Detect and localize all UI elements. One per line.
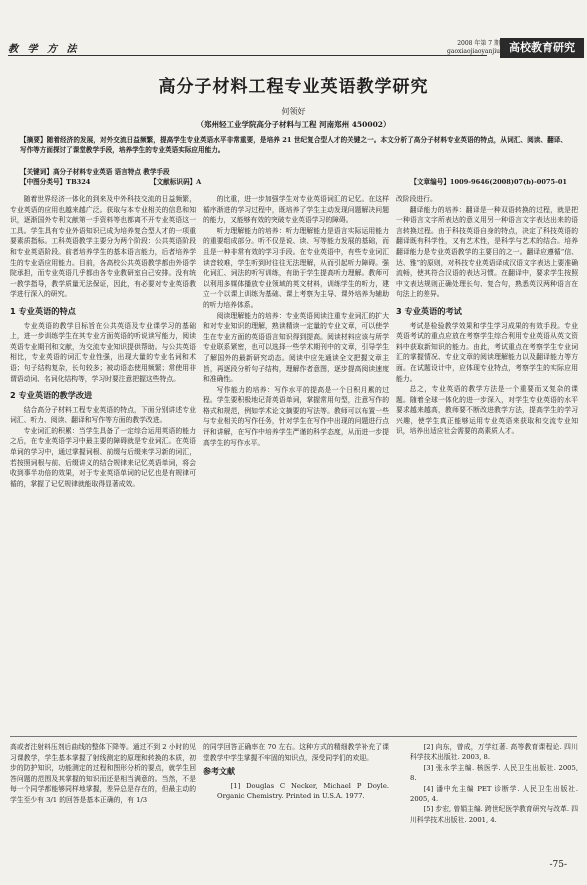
article-divider	[10, 736, 577, 737]
references-title: 参考文献	[203, 767, 235, 777]
section-heading-1: 1 专业英语的特点	[10, 305, 76, 316]
paragraph: 结合高分子材料工程专业英语的特点，下面分别讲述专业词汇、听力、阅读、翻译和写作等方面的教学改进。	[10, 405, 196, 425]
issue-label: 2008 年第 7 期	[457, 40, 500, 47]
paragraph: 写作能力的培养：写作水平的提高是一个日积月累的过程。学生要积极地记背英语单词，掌握常用句型，注意写作的格式和规范，例如学术论文摘要的写法等。教师可以布置一些与专业相关的写作任务，针对学生在写作中出现的问题进行点评和讲解，在写作中培养学生严谨的科学态度，从而进一步提高学生的写作水平。	[203, 385, 389, 447]
section-heading-2: 2 专业英语的教学改进	[10, 390, 93, 401]
page-number: -75-	[549, 860, 567, 870]
column-middle	[203, 194, 389, 448]
bottom-column-left	[10, 742, 196, 806]
abstract: 【摘要】随着经济的发展，对外交流日益频繁，提高学生专业英语水平非常重要，是培养 21 世纪复合型人才的关键之一。本文分析了高分子材料专业英语的特点，从词汇、阅读、翻译、写作等方面探讨了课堂教学手段，培养学生的专业英语实际应用能力。	[20, 136, 567, 154]
paragraph: 的比重，进一步加强学生对专业英语词汇的记忆。在这样循序渐进的学习过程中，既培养了学生主动发现问题解决问题的能力，又能够有效的突破专业英语学习的障碍。	[203, 195, 389, 225]
article-affiliation: （郑州轻工业学院高分子材料与工程 河南郑州 450002）	[196, 120, 391, 129]
section-heading-3: 3 专业英语的考试	[396, 305, 462, 316]
document-code: 【文献标识码】A	[150, 178, 202, 186]
paragraph: 高或者注射料压剂后曲线的整体下降等。通过不到 2 小时的见习课教学，学生基本掌握了射线测定的原理和转换的本质，初步的防护知识，功能测定的过程和图形分析的要点，就学生回答问题的范围及其掌握的知识而还是相当满意的。当然，不是每一个同学都能够同样地掌握，差异总是存在的，但最主动的学生至少有 3/1 的回答是基本正确的，有 1/3	[10, 743, 196, 804]
paragraph: 专业英语的教学目标旨在公共英语及专业课学习的基础上，进一步训练学生在其专业方面英语的听说读写能力，阅读英语专业期刊和文献，为交流专业知识提供帮助。与公共英语相比，专业英语的词汇专业性强，出现大量的专业名词和术语；句子结构复杂，长句较多；被动语态使用频繁；常使用非谓语动词、名词化结构等，学习时要注意把握这些特点。	[10, 321, 196, 383]
reference-item: [1] Douglas C Necker, Michael P Doyle. Organic Chemistry. Printed in U.S.A. 1977.	[217, 781, 389, 801]
keywords: 【关键词】高分子材料专业英语 语言特点 教学手段	[20, 168, 170, 176]
column-right	[396, 194, 578, 437]
reference-item: [2] 向东，曾成，万学红著. 高等教育课程论. 四川科学技术出版社. 2003, 8.	[410, 743, 578, 762]
journal-pinyin: gaoxiaojiaoyanjiu	[447, 48, 500, 55]
section-label: 教 学 方 法	[8, 44, 80, 55]
column-left	[10, 194, 196, 489]
reference-item: [4] 潘中允主编 PET 诊断学. 人民卫生出版社. 2005, 4.	[410, 784, 578, 804]
article-author: 何领好	[281, 107, 306, 116]
journal-name: 高校教育研究	[500, 38, 584, 58]
paragraph: 改阶段进行。	[396, 195, 437, 203]
paragraph: 翻译能力的培养：翻译是一种双语转换的过程，就是把一种语言文字所表达的意义用另一种语言文字表达出来的语言转换过程。由于科技英语自身的特点，决定了科技英语的翻译既有科学性，又有艺术性，是科学与艺术的结合。培养翻译能力是专业英语教学的主要目的之一。翻译应遵循“信、达、雅”的原则，对科技专业英语译成汉语文字表达上要准确流畅，使其符合汉语的表达习惯。在翻译中，要求学生按照中文表达规则正确处理长句、复合句，熟悉英汉两种语言在句法上的差异。	[396, 205, 578, 299]
issue-info	[430, 40, 500, 56]
paragraph: 专业词汇的积累：当学生具备了一定综合运用英语的能力之后，在专业英语学习中最主要的障碍就是专业词汇。在英语单词的学习中，通过掌握词根、前缀与后缀来学习新的词汇，若按照词根与前、后缀讲义的结合规律来记忆英语单词，将会收到事半功倍的效果，对于专业英语单词的记忆也是有规律可循的，掌握了记忆规律就能取得显著成效。	[10, 426, 196, 488]
article-number: 【文章编号】1009-9646(2008)07(b)-0075-01	[410, 178, 567, 186]
paragraph: 听力理解能力的培养：听力理解能力是语言实际运用能力的重要组成部分。听不仅是说、读、写等能力发展的基础，而且是一种非常有效的学习手段。在专业英语中，有些专业词汇读音较难，学生听到时往往无法理解，从而引起听力障碍。强化词汇、词法的听写训练，有助于学生提高听力理解。教师可以利用多媒体播放专业领域的英文材料，训练学生的听力，建立一个以课上训练为基础、课上考察为主导、课外培养为辅助的听力培养体系。	[203, 226, 389, 309]
bottom-column-middle	[203, 742, 389, 802]
bottom-column-right	[396, 742, 578, 825]
article-title: 高分子材料工程专业英语教学研究	[158, 77, 429, 97]
reference-item: [5] 步宏, 曾娟主编. 跨世纪医学教育研究与改革. 四川科学技术出版社. 2001, 4.	[410, 805, 578, 824]
intro-paragraph: 随着世界经济一体化的到来及中外科技交流的日益频繁，专业英语的应用也越来越广泛。获取与本专业相关的信息和知识，逐渐国外专利文献第一手资料等也都离不开专业英语这一工具。学生具有专业外语知识已成为培养复合型人才的一项重要素质指标。工科英语教学主要分为两个阶段：公共英语阶段和专业英语阶段。前者培养学生的基本语言能力，后者培养学生的专业语应用能力。目前，各高校公共英语教学都由外语学院承担，而专业英语几乎都由各专业教研室自己安排。没有统一教学指导，教学质量无法保证，因此，有必要对专业英语教学进行深入的研究。	[10, 195, 196, 299]
clc-number: 【中图分类号】TB324	[20, 178, 91, 186]
paragraph: 总之，专业英语的教学方法是一个重要而又复杂的课题。随着全球一体化的进一步深入，对学生专业英语的水平要求越来越高，教师要不断改进教学方法，提高学生的学习兴趣，使学生真正能够运用专业英语来获取和交流专业知识，培养出适应社会需要的高素质人才。	[396, 385, 578, 436]
paragraph: 阅读理解能力的培养：专业英语阅读注重专业词汇的扩大和对专业知识的理解，熟读精读一定量的专业文章，可以使学生在专业方面的英语语言知识得到提高。阅读材料应该与所学专业联系紧密，也可以选择一些学术期刊中的文章，引导学生了解国外的最新研究动态。阅读中应先通读全文把握文章主旨，再逐段分析句子结构，理解作者意图，逐步提高阅读速度和准确性。	[203, 311, 389, 384]
classification-line	[20, 178, 567, 187]
paragraph: 考试是检验教学效果和学生学习成果的有效手段。专业英语考试的重点应放在考察学生综合利用专业英语从英文资料中获取新知识的能力。由此，考试重点在考察学生专业词汇的掌握情况、专业文章的阅读理解能力以及翻译能力等方面。在试题设计中，应体现专业特点，考察学生的实际应用能力。	[396, 321, 578, 383]
paragraph: 的同学回答正确率在 70 左右。这种方式的精细教学补充了课堂教学中学生掌握不牢固的知识点，深受同学们的欢迎。	[203, 743, 389, 762]
header-rule	[8, 55, 487, 56]
reference-item: [3] 张永学主编. 核医学. 人民卫生出版社. 2005, 8.	[410, 763, 578, 783]
